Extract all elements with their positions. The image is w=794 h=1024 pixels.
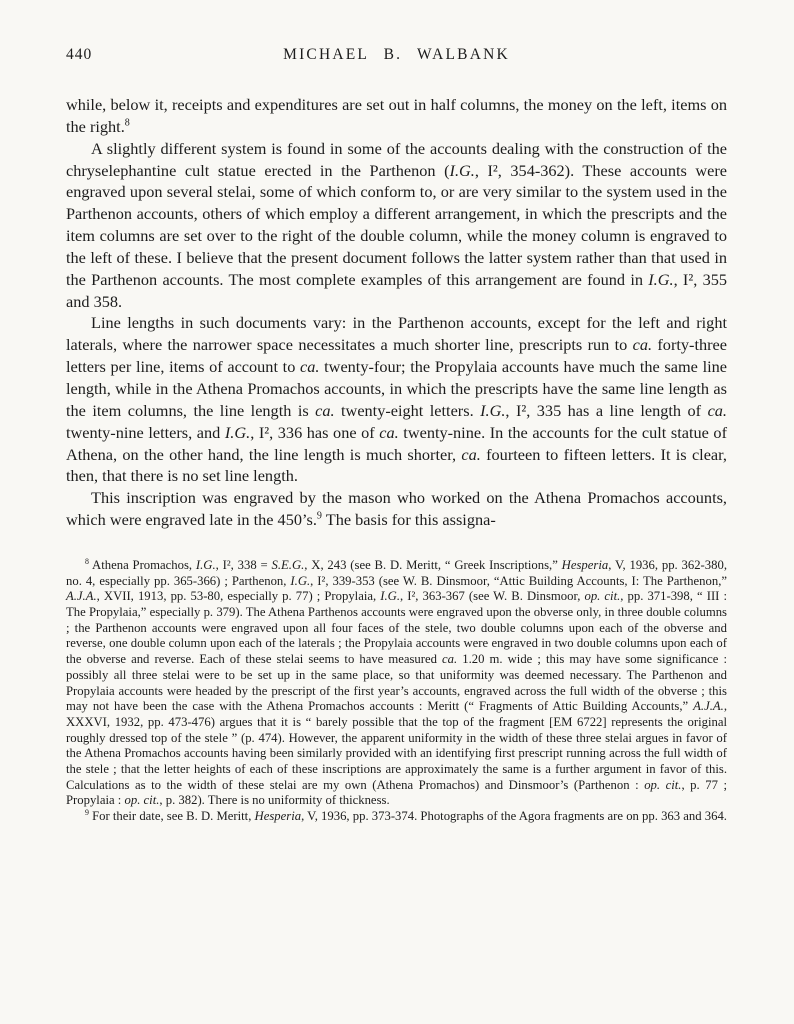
body-paragraph xyxy=(66,138,727,313)
text-run: Athena Promachos, xyxy=(88,557,196,572)
italic-text: A.J.A. xyxy=(693,699,724,714)
page-header xyxy=(66,46,727,66)
body-text xyxy=(66,94,727,531)
italic-text: op. cit. xyxy=(124,793,160,808)
text-run: forty-three letters per line, items of account to xyxy=(66,335,727,377)
italic-text: I.G. xyxy=(380,589,400,604)
text-run: , X, 243 (see B. D. Meritt, “ Greek Inscriptions,” xyxy=(304,557,562,572)
text-run: twenty-eight letters. xyxy=(334,400,481,420)
italic-text: ca. xyxy=(461,444,481,464)
footnote-marker: 8 xyxy=(124,117,130,129)
text-run: This inscription was engraved by the mason who worked on the Athena Promachos accounts, which were engraved late in the 450’s. xyxy=(66,488,727,530)
italic-text: I.G. xyxy=(648,269,674,289)
italic-text: ca. xyxy=(632,335,653,355)
text-run: For their date, see B. D. Meritt, xyxy=(88,809,255,824)
text-run: , p. 77 ; Propylaia : xyxy=(66,777,727,808)
running-head-author: MICHAEL B. WALBANK xyxy=(283,46,510,63)
italic-text: I.G. xyxy=(195,557,216,572)
italic-text: S.E.G. xyxy=(271,557,305,572)
page-number: 440 xyxy=(66,46,93,63)
text-run: , I², 355 and 358. xyxy=(66,269,727,311)
text-run: twenty-nine. In the accounts for the cult statue of Athena, on the other hand, the line length is much shorter, xyxy=(66,422,727,464)
italic-text: I.G. xyxy=(290,573,311,588)
text-run: , XVII, 1913, pp. 53-80, especially p. 77) ; Propylaia, xyxy=(96,589,381,604)
text-run: twenty-nine letters, and xyxy=(66,422,225,442)
text-run: A slightly different system is found in some of the accounts dealing with the construction of the chryselephantine cult statue erected in the Parthenon ( xyxy=(66,138,727,180)
italic-text: ca. xyxy=(707,400,727,420)
footnote xyxy=(66,809,727,825)
body-paragraph xyxy=(66,487,727,531)
italic-text: ca. xyxy=(315,400,335,420)
text-run: , I², 363-367 (see W. B. Dinsmoor, xyxy=(400,589,585,604)
text-run: , V, 1936, pp. 373-374. Photographs of the Agora fragments are on pp. 363 and 364. xyxy=(301,809,727,824)
italic-text: ca. xyxy=(379,422,399,442)
footnote-marker: 9 xyxy=(316,510,322,522)
italic-text: ca. xyxy=(442,652,458,667)
text-run: The basis for this assigna- xyxy=(321,510,496,530)
footnotes xyxy=(66,558,727,825)
footnote-marker: 9 xyxy=(85,807,89,817)
body-paragraph xyxy=(66,94,727,138)
text-run: , V, 1936, pp. 362-380, no. 4, especially pp. 365-366) ; Parthenon, xyxy=(66,557,727,588)
body-paragraph xyxy=(66,312,727,487)
text-run: twenty-four; the Propylaia accounts have much the same line length, while in the Athena Promachos accounts, in which the prescripts have the same line length as the item columns, the line length is xyxy=(66,357,727,420)
text-run: while, below it, receipts and expenditures are set out in half columns, the money on the left, items on the right. xyxy=(66,95,727,136)
italic-text: op. cit. xyxy=(644,777,682,792)
text-run: fourteen to fifteen letters. It is clear, then, that there is no set line length. xyxy=(66,444,727,486)
italic-text: Hesperia xyxy=(561,557,609,572)
text-run: , p. 382). There is no uniformity of thickness. xyxy=(159,793,390,808)
italic-text: op. cit. xyxy=(584,589,621,604)
text-run: , I², 354-362). These accounts were engraved upon several stelai, some of which conform to, or are very similar to the system used in the Parthenon accounts, others of which employ a different arrangement, in which the prescripts and the item columns are set over to the right of the double column, while the money column is engraved to the left of these. I believe that the present document follows the latter system rather than that used in the Parthenon accounts. The most complete examples of this arrangement are found in xyxy=(66,160,728,289)
italic-text: I.G. xyxy=(224,422,251,442)
footnote xyxy=(66,558,727,809)
footnote-marker: 8 xyxy=(85,556,89,566)
italic-text: ca. xyxy=(300,357,320,377)
text-run: , XXXVI, 1932, pp. 473-476) argues that it is “ barely possible that the top of the fragment [EM 6722] represents the original roughly dressed top of the stele ” (p. 474). However, the apparent uniformity in the width of these three stelai argues in favor of the Athena Promachos accounts having been similarly provided with an identifying first prescript running across the full width of the stele ; that the letter heights of each of these inscriptions are approximately the same is a further argument in favor of this. Calculations as to the width of these stelai are my own (Athena Promachos) and Dinsmoor’s (Parthenon : xyxy=(66,699,727,792)
italic-text: Hesperia xyxy=(254,809,302,824)
text-run: , I², 336 has one of xyxy=(250,422,380,442)
text-run: , pp. 371-398, “ III : The Propylaia,” especially p. 379). The Athena Parthenos accounts were engraved upon the obverse only, in three double columns ; the Parthenon accounts were engraved upon all four faces of the stele, two double columns upon each of the obverse and reverse, one double column upon each of the laterals ; the Propylaia accounts were engraved in two double columns upon each of the obverse and reverse. Each of these stelai seems to have measured xyxy=(66,589,727,667)
italic-text: A.J.A. xyxy=(66,589,97,604)
italic-text: I.G. xyxy=(449,160,475,180)
text-run: , I², 335 has a line length of xyxy=(505,400,708,420)
text-run: , I², 339-353 (see W. B. Dinsmoor, “Attic Building Accounts, I: The Parthenon,” xyxy=(310,573,727,588)
italic-text: I.G. xyxy=(480,400,506,420)
text-run: , I², 338 = xyxy=(215,557,272,572)
text-run: Line lengths in such documents vary: in the Parthenon accounts, except for the left and right laterals, where the narrower space necessitates a much shorter line, prescripts run to xyxy=(66,313,727,355)
text-run: 1.20 m. wide ; this may have some significance : possibly all three stelai were to be set up in the same place, so that uniformity was deemed necessary. The Parthenon and Propylaia accounts were headed by the prescript of the first year’s accounts, engraved across the full width of the obverse ; this may not have been the case with the Athena Promachos accounts : Meritt (“ Fragments of Attic Building Accounts,” xyxy=(66,652,727,714)
